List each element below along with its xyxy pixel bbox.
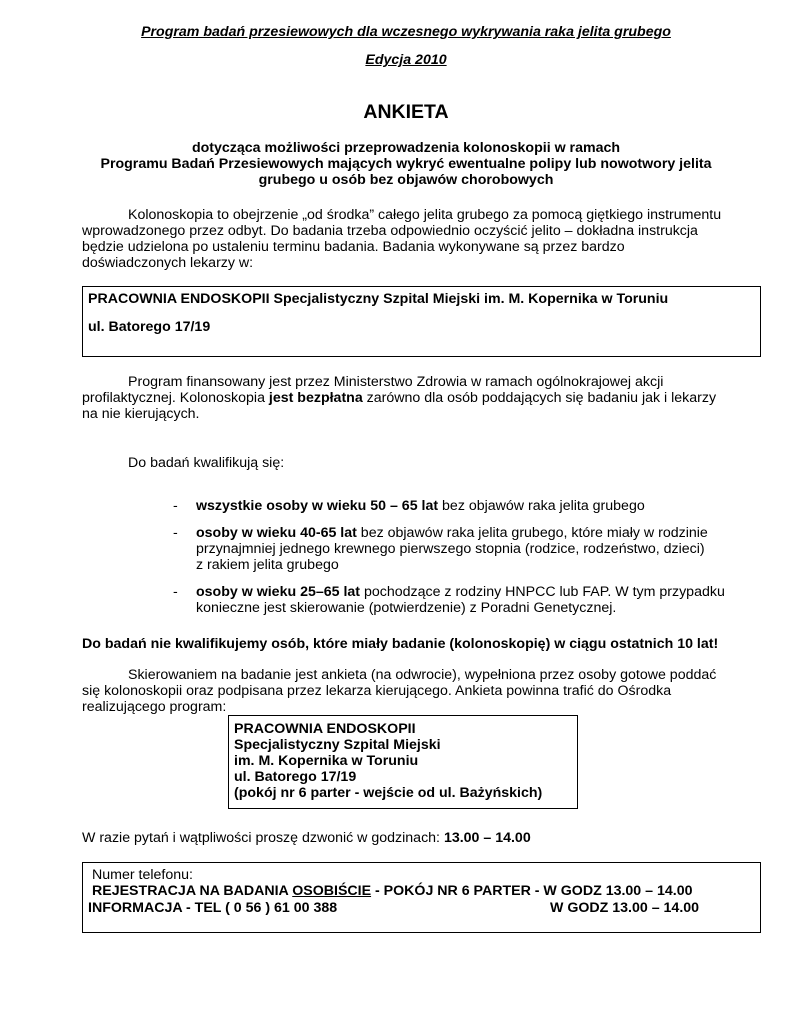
intro-line-2: wprowadzonego przez odbyt. Do badania trzeba odpowiednio oczyścić jelito – dokładna instrukcja bbox=[82, 223, 698, 239]
subtitle-line-2: Programu Badań Przesiewowych mających wykryć ewentualne polipy lub nowotwory jelita bbox=[100, 156, 712, 172]
referral-line-3: realizującego program: bbox=[82, 699, 227, 715]
qualify-heading: Do badań kwalifikują się: bbox=[128, 455, 285, 471]
referral-paragraph bbox=[82, 667, 722, 715]
list-dash: - bbox=[173, 525, 178, 541]
list-item bbox=[196, 584, 736, 616]
criterion-bold: wszystkie osoby w wieku 50 – 65 lat bbox=[196, 498, 439, 514]
info-hours: W GODZ 13.00 – 14.00 bbox=[550, 900, 700, 916]
registration-end: - POKÓJ NR 6 PARTER - W GODZ 13.00 – 14.00 bbox=[371, 883, 693, 899]
registration-start: REJESTRACJA NA BADANIA bbox=[92, 883, 293, 899]
list-dash: - bbox=[173, 498, 178, 514]
criterion-bold: osoby w wieku 40-65 lat bbox=[196, 525, 357, 541]
referral-line-2: się kolonoskopii oraz podpisana przez lekarza kierującego. Ankieta powinna trafić do Ośrodka bbox=[82, 683, 672, 699]
criterion-text: pochodzące z rodziny HNPCC lub FAP. W tym przypadku bbox=[360, 584, 725, 600]
financing-line-2-start: profilaktycznej. Kolonoskopia bbox=[82, 390, 269, 406]
criterion-text: przynajmniej jednego krewnego pierwszego stopnia (rodzice, rodzeństwo, dzieci) bbox=[196, 541, 705, 557]
criterion-text: bez objawów raka jelita grubego, które miały w rodzinie bbox=[356, 525, 708, 541]
subtitle-line-3: grubego u osób bez objawów chorobowych bbox=[258, 172, 554, 188]
address-line-4: ul. Batorego 17/19 bbox=[234, 769, 357, 785]
list-item bbox=[196, 498, 736, 514]
financing-line-2-end: zarówno dla osób poddających się badaniu jak i lekarzy bbox=[362, 390, 717, 406]
address-box-content bbox=[234, 721, 542, 801]
list-dash: - bbox=[173, 584, 178, 600]
clinic-box bbox=[82, 286, 761, 357]
intro-line-4: doświadczonych lekarzy w: bbox=[82, 255, 254, 271]
intro-line-3: będzie udzielona po ustaleniu terminu badania. Badania wykonywane są przez bardzo bbox=[82, 239, 625, 255]
financing-line-3: na nie kierujących. bbox=[82, 406, 200, 422]
contact-hours-time: 13.00 – 14.00 bbox=[443, 830, 531, 846]
financing-line-1: Program finansowany jest przez Ministerstwo Zdrowia w ramach ogólnokrajowej akcji bbox=[128, 374, 664, 390]
contact-hours-text: W razie pytań i wątpliwości proszę dzwonić w godzinach: bbox=[82, 830, 444, 846]
exclusion-note: Do badań nie kwalifikujemy osób, które miały badanie (kolonoskopię) w ciągu ostatnich 10 lat! bbox=[82, 636, 719, 652]
contact-hours bbox=[82, 830, 531, 846]
clinic-address: ul. Batorego 17/19 bbox=[88, 319, 211, 335]
address-line-1: PRACOWNIA ENDOSKOPII bbox=[234, 721, 416, 737]
info-phone: INFORMACJA - TEL ( 0 56 ) 61 00 388 bbox=[88, 900, 338, 916]
referral-line-1: Skierowaniem na badanie jest ankieta (na odwrocie), wypełniona przez osoby gotowe poddać bbox=[128, 667, 717, 683]
financing-line-2 bbox=[82, 390, 722, 406]
address-box bbox=[228, 715, 578, 809]
registration-line bbox=[92, 883, 692, 899]
page-title: ANKIETA bbox=[363, 101, 449, 123]
criterion-bold: osoby w wieku 25–65 lat bbox=[196, 584, 361, 600]
list-item bbox=[196, 525, 736, 573]
address-line-5: (pokój nr 6 parter - wejście od ul. Bażyńskich) bbox=[234, 785, 543, 801]
phone-box bbox=[82, 862, 761, 933]
clinic-name: PRACOWNIA ENDOSKOPII Specjalistyczny Szpital Miejski im. M. Kopernika w Toruniu bbox=[88, 291, 669, 307]
free-of-charge: jest bezpłatna bbox=[268, 390, 363, 406]
intro-line-1: Kolonoskopia to obejrzenie „od środka” całego jelita grubego za pomocą giętkiego instrumentu bbox=[128, 207, 722, 223]
criterion-text: z rakiem jelita grubego bbox=[196, 557, 339, 573]
criterion-text: bez objawów raka jelita grubego bbox=[438, 498, 645, 514]
intro-paragraph bbox=[82, 207, 722, 271]
in-person-label: OSOBIŚCIE bbox=[292, 883, 372, 899]
address-line-3: im. M. Kopernika w Toruniu bbox=[234, 753, 419, 769]
edition-label: Edycja 2010 bbox=[365, 52, 447, 68]
program-title: Program badań przesiewowych dla wczesnego wykrywania raka jelita grubego bbox=[141, 24, 671, 40]
subtitle-line-1: dotycząca możliwości przeprowadzenia kolonoskopii w ramach bbox=[191, 140, 621, 156]
address-line-2: Specjalistyczny Szpital Miejski bbox=[234, 737, 441, 753]
criterion-text: konieczne jest skierowanie (potwierdzenie) z Poradni Genetycznej. bbox=[196, 600, 617, 616]
subtitle bbox=[0, 140, 791, 188]
financing-paragraph bbox=[82, 374, 722, 422]
phone-label: Numer telefonu: bbox=[92, 867, 193, 883]
